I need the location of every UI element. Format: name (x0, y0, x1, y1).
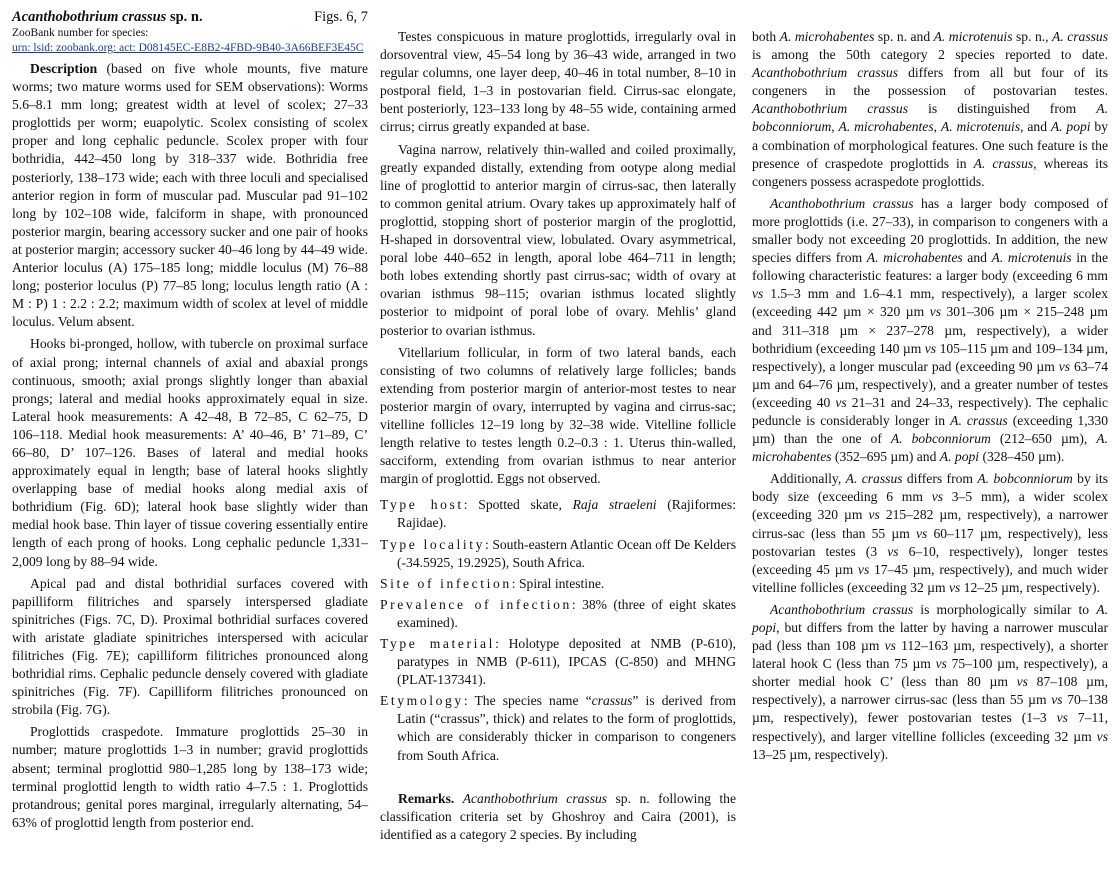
section-entry: Type material: Holotype deposited at NMB (P-610), paratypes in NMB (P-611), IPCAS (C-850) and MHNG (PLAT-137341). (380, 636, 736, 688)
figure-reference: Figs. 6, 7 (314, 9, 368, 25)
paragraph (380, 141, 736, 340)
text-run: 75–100 µm, respectively), a shorter medial hook C’ (less than 80 µm (752, 656, 1109, 690)
text-run: is morphologically similar to (913, 601, 1097, 617)
text-run: is among the 50th category 2 species reported to date. (752, 47, 1108, 63)
section-label: Type host (380, 497, 464, 513)
paragraph (12, 575, 368, 720)
text-run: 112–163 µm, respectively), a shorter lateral hook C (less than 75 µm (752, 638, 1108, 672)
text-run: (212–650 µm), (990, 431, 1097, 447)
italic-text: vs (1056, 710, 1068, 726)
italic-text: A. popi (939, 449, 980, 465)
italic-text: A. microtenuis (940, 119, 1021, 135)
text-run: 17–45 µm, respectively), and much wider vitelline follicles (exceeding 32 µm (752, 561, 1108, 595)
text-run: 13–25 µm, respectively). (752, 746, 889, 762)
italic-text: vs (1016, 674, 1028, 690)
italic-text: A. crassus (973, 155, 1034, 171)
italic-text: vs (929, 304, 942, 320)
italic-text: crassus (591, 693, 633, 709)
text-run: (352–695 µm) and (831, 449, 940, 465)
text-run: (328–450 µm). (979, 449, 1065, 465)
italic-text: vs (857, 561, 870, 577)
text-run (454, 791, 462, 806)
remarks-section (380, 790, 736, 844)
text-run: 7–11, respectively), and larger vitelline follicles (exceeding 32 µm (752, 710, 1108, 744)
column-1 (12, 8, 368, 836)
section-label: Type material (380, 636, 496, 651)
paragraph (12, 335, 368, 570)
italic-text: vs (835, 394, 847, 410)
italic-text: vs (935, 656, 947, 672)
species-heading (12, 8, 368, 26)
text-run: 60–117 µm, respectively), less postovarian testes (3 (752, 525, 1108, 559)
italic-text: vs (924, 340, 937, 356)
column-3 (752, 28, 1108, 768)
zoobank-link[interactable]: urn: lsid: zoobank.org: act: D08145EC-E8B2-4FBD-9B40-3A66BEF3E45C (12, 42, 364, 54)
text-run: 38% (three of eight skates examined). (397, 596, 736, 630)
text-run: differs from all but four of its congeners in the possession of postovarian testes. (752, 65, 1108, 99)
anatomy-body (380, 28, 736, 488)
text-run: sp. n. following the classification criteria set by Ghoshroy and Caira (2001), is identified as a category 2 species. By including (380, 790, 736, 842)
italic-text: vs (887, 543, 899, 559)
taxonomic-sections (380, 496, 736, 764)
italic-text: A. bobconniorum (890, 431, 991, 447)
text-run: Holotype deposited at NMB (P-610), paratypes in NMB (P-611), IPCAS (C-850) and MHNG (PLAT-137341). (397, 636, 736, 688)
italic-text: A. bobconniorum (977, 471, 1073, 487)
italic-text: vs (752, 286, 764, 302)
section-label: Site of infection (380, 575, 512, 591)
paragraph (380, 28, 736, 137)
text-run: Hooks bi-pronged, hollow, with tubercle on proximal surface of axial prong; internal channels of axial and abaxial prongs continuous, smooth; axial prongs slightly longer than abaxial prongs; lateral and medial hooks approximately equal in size. Lateral hook measurements: A 42–48, B 72–85, C 62–75, D 106–118. Medial hook measurements: A’ 40–46, B’ 71–89, C’ 66–80, D’ 107–126. Bases of lateral and medial hooks approximately equal in length; base of lateral hooks slightly overlapping base of medial hooks along medial axis of bothridium (Fig. 6D); lateral hook base slightly wider than medial hook base. Thin layer of tissue covering essentially entire length of each prong of hooks. Long cephalic peduncle 1,331–2,009 long by 88–94 wide. (12, 336, 368, 569)
italic-text: vs (931, 489, 944, 505)
section-label: Prevalence of infection (380, 596, 572, 612)
italic-text: A. microhabentes (779, 29, 875, 44)
paragraph (752, 195, 1108, 466)
paragraph (752, 28, 1108, 191)
species-suffix: sp. n. (166, 9, 203, 25)
text-run: Vagina narrow, relatively thin-walled and coiled proximally, greatly expanded distally, extending from ootype along medial line of proglottid to anterior margin of cirrus-sac, then laterally to common genital atrium. Ovary takes up approximately half of proglottid, stopping short of posterior margin of the proglottid, H-shaped in dorsoventral view, lobulated. Ovary asymmetrical, poral lobe 440–652 in length, aporal lobe 464–711 in length; both lobes extending shortly past cirrus-sac; width of ovary at ovarian isthmus 98–115; ovarian isthmus located slightly posterior to midpoint of poral lobe of ovary. Mehlis’ gland posterior to ovarian isthmus. (380, 141, 736, 338)
paragraph (752, 601, 1108, 764)
text-run: Proglottids craspedote. Immature proglottids 25–30 in number; mature proglottids 1–3 in number; gravid proglottids absent; terminal proglottid 980–1,285 long by 138–173 wide; terminal proglottid length to width ratio 4–7.5 : 1. Proglottids protandrous; genital pores marginal, irregularly alternating, 54–63% of proglottid length from posterior end. (12, 724, 368, 830)
text-run: 6–10, respectively), longer testes (exceeding 45 µm (752, 543, 1108, 577)
text-run: , (933, 119, 941, 135)
text-run: Additionally, (770, 471, 846, 487)
italic-text: A. crassus (950, 412, 1008, 428)
text-run: The species name “ (474, 693, 592, 709)
italic-text: vs (1058, 358, 1071, 374)
italic-text: A. microhabentes (752, 431, 1108, 465)
column-2 (380, 28, 736, 848)
italic-text: Acanthobothrium crassus (770, 195, 914, 211)
section-label: Etymology (380, 693, 464, 709)
text-run: has a larger body composed of more proglottids (i.e. 27–33), in comparison to congeners with a smaller body not exceeding 20 proglottids. In addition, the new species differs from (752, 195, 1108, 266)
text-run: 70–138 µm, respectively), fewer postovarian testes (1–3 (752, 692, 1108, 726)
text-run: by a combination of morphological features. One such feature is the presence of craspedote proglottids in (752, 119, 1109, 171)
paragraph (380, 344, 736, 489)
bold-text: Remarks. (398, 790, 455, 806)
text-run: sp. n. and (874, 29, 934, 44)
text-run: 12–25 µm, respectively). (960, 579, 1100, 595)
text-run: Spiral intestine. (518, 575, 605, 591)
text-run: differs from (902, 471, 978, 487)
italic-text: A. microhabentes (866, 250, 963, 266)
section-entry: Etymology: The species name “crassus” is derived from Latin (“crassus”, thick) and relates to the form of proglottids, which are considerably thicker in comparison to congeners from South Africa. (380, 693, 736, 763)
text-run: by its body size (exceeding 6 mm (752, 471, 1108, 505)
text-run: Spotted skate, (478, 497, 573, 513)
paragraph (12, 723, 368, 832)
zoobank-label: ZooBank number for species: (12, 27, 149, 39)
italic-text: A. crassus (845, 471, 903, 487)
text-run: 21–31 and 24–33, respectively). The cephalic peduncle is considerably longer in (752, 394, 1108, 428)
italic-text: vs (1096, 728, 1108, 744)
section-entry: Prevalence of infection: 38% (three of eight skates examined). (380, 596, 736, 630)
italic-text: Acanthobothrium crassus (752, 101, 909, 117)
italic-text: A. popi (1050, 119, 1091, 135)
text-run: 301–306 µm × 215–248 µm and 311–318 µm × 237–278 µm, respectively), a wider bothridium (exceeding 140 µm (752, 304, 1108, 356)
species-name: Acanthobothrium crassus (12, 9, 167, 25)
text-run: South-eastern Atlantic Ocean off De Kelders (-34.5925, 19.2925), South Africa. (397, 536, 736, 570)
text-run: , whereas its congeners possess acraspedote proglottids. (752, 155, 1109, 189)
text-run: (exceeding 1,330 µm) than the one of (752, 412, 1108, 447)
italic-text: Raja straeleni (572, 497, 657, 513)
text-run: in the following characteristic features: a larger body (exceeding 6 mm (752, 250, 1108, 284)
paragraph (380, 790, 736, 844)
italic-text: A. popi (752, 601, 1108, 635)
italic-text: vs (948, 579, 961, 595)
paragraph (752, 470, 1108, 597)
text-run: and (962, 250, 992, 266)
text-run: 87–108 µm, respectively), a narrower cirrus-sac (less than 55 µm (752, 674, 1108, 708)
text-run: (based on five whole mounts, five mature worms; two mature worms used for SEM observations): Worms 5.6–8.1 mm long; greatest width at level of scolex; 27–33 proglottids per worm; euapolytic. Scolex consisting of scolex proper and long cephalic peduncle. Scolex proper with four bothridia, 442–450 long by 318–337 wide. Bothridia free posteriorly, 138–173 wide; each with three loculi and specialised anterior region in form of muscular pad. Muscular pad 91–102 long by 102–108 wide, falciform in shape, with pronounced posterior margin, bearing accessory sucker and one pair of hooks at posterior margin; accessory sucker 40–46 long by 44–49 wide. Anterior loculus (A) 175–185 long; middle loculus (M) 76–88 long; posterior loculus (P) 77–85 long; loculus length ratio (A : M : P) 1 : 2.2 : 2.2; maximum width of scolex at level of middle loculus. Velum absent. (12, 61, 368, 330)
italic-text: Acanthobothrium crassus (770, 601, 914, 617)
text-run: 3–5 mm), a wider scolex (exceeding 320 µm (752, 489, 1109, 523)
text-run: Testes conspicuous in mature proglottids, irregularly oval in dorsoventral view, 45–54 long by 36–43 wide, arranged in two regular columns, one layer deep, 40–46 in total number, 8–10 in postporal field, 1–3 in postovarian field. Cirrus-sac elongate, bent posteriorly, 123–133 long by 48–55 wide, containing armed cirrus; cirrus greatly expanded at base. (380, 29, 736, 135)
text-run: Apical pad and distal bothridial surfaces covered with papilliform filitriches and sparsely interspersed gladiate spinitriches (Figs. 7C, D). Proximal bothridial surfaces covered with aristate gladiate spinitriches interspersed with acicular filitriches (Fig. 7E); capilliform filitriches pronounced along bothridial rims. Cephalic peduncle densely covered with gladiate spinitriches (Fig. 7F). Capilliform filitriches pronounced on strobila (Fig. 7G). (12, 575, 368, 718)
italic-text: vs (915, 525, 928, 541)
text-run: , and (1020, 119, 1051, 135)
section-entry: Type host: Spotted skate, Raja straeleni (Rajiformes: Rajidae). (380, 497, 736, 531)
italic-text: Acanthobothrium crassus (462, 790, 608, 806)
remarks-continued (752, 28, 1108, 764)
text-run: (Rajiformes: Rajidae). (397, 497, 736, 531)
italic-text: A. microtenuis (991, 250, 1072, 266)
text-run: is distinguished from (908, 101, 1097, 117)
italic-text: vs (1051, 692, 1063, 708)
description-body (12, 60, 368, 832)
italic-text: vs (884, 638, 896, 654)
text-run: 215–282 µm, respectively), a narrower cirrus-sac (less than 55 µm (752, 507, 1108, 541)
italic-text: Acanthobothrium crassus (752, 65, 899, 81)
bold-text: Description (30, 61, 98, 76)
italic-text: A. microhabentes (838, 119, 934, 135)
text-run: 63–74 µm and 64–76 µm, respectively), and a greater number of testes (exceeding 40 (752, 358, 1108, 410)
text-run: , but differs from the latter by having a narrower muscular pad (less than 108 µm (752, 620, 1108, 654)
section-label: Type locality (380, 536, 486, 552)
text-run: ” is derived from Latin (“crassus”, thick) and relates to the form of proglottids, which are considerably thicker in comparison to congeners from South Africa. (397, 693, 736, 763)
section-entry: Type locality: South-eastern Atlantic Ocean off De Kelders (-34.5925, 19.2925), South Africa. (380, 536, 736, 570)
text-run: Vitellarium follicular, in form of two lateral bands, each consisting of two columns of relatively large follicles; bands extending from posterior margin of anterior-most testes to near posterior margin of ovary, interrupted by vagina and cirrus-sac; vitelline follicles 12–19 long by 32–38 wide. Vitelline follicle length relative to testes length 0.2–0.3 : 1. Uterus thin-walled, sacciform, extending from ovarian isthmus to near anterior margin of proglottid. Eggs not observed. (380, 344, 736, 487)
text-run: 105–115 µm and 109–134 µm, respectively), a longer muscular pad (exceeding 90 µm (752, 340, 1108, 374)
paragraph (12, 60, 368, 331)
italic-text: A. bobconniorum (752, 101, 1108, 135)
section-entry: Site of infection: Spiral intestine. (380, 575, 605, 591)
text-run: both (752, 29, 780, 44)
italic-text: A. crassus (1052, 29, 1109, 44)
text-run: 1.5–3 mm and 1.6–4.1 mm, respectively), a larger scolex (exceeding 442 µm × 320 µm (752, 286, 1108, 320)
text-run: sp. n., (1012, 29, 1053, 44)
italic-text: A. microtenuis (933, 29, 1013, 44)
text-run: , (831, 119, 839, 135)
italic-text: vs (868, 507, 880, 523)
